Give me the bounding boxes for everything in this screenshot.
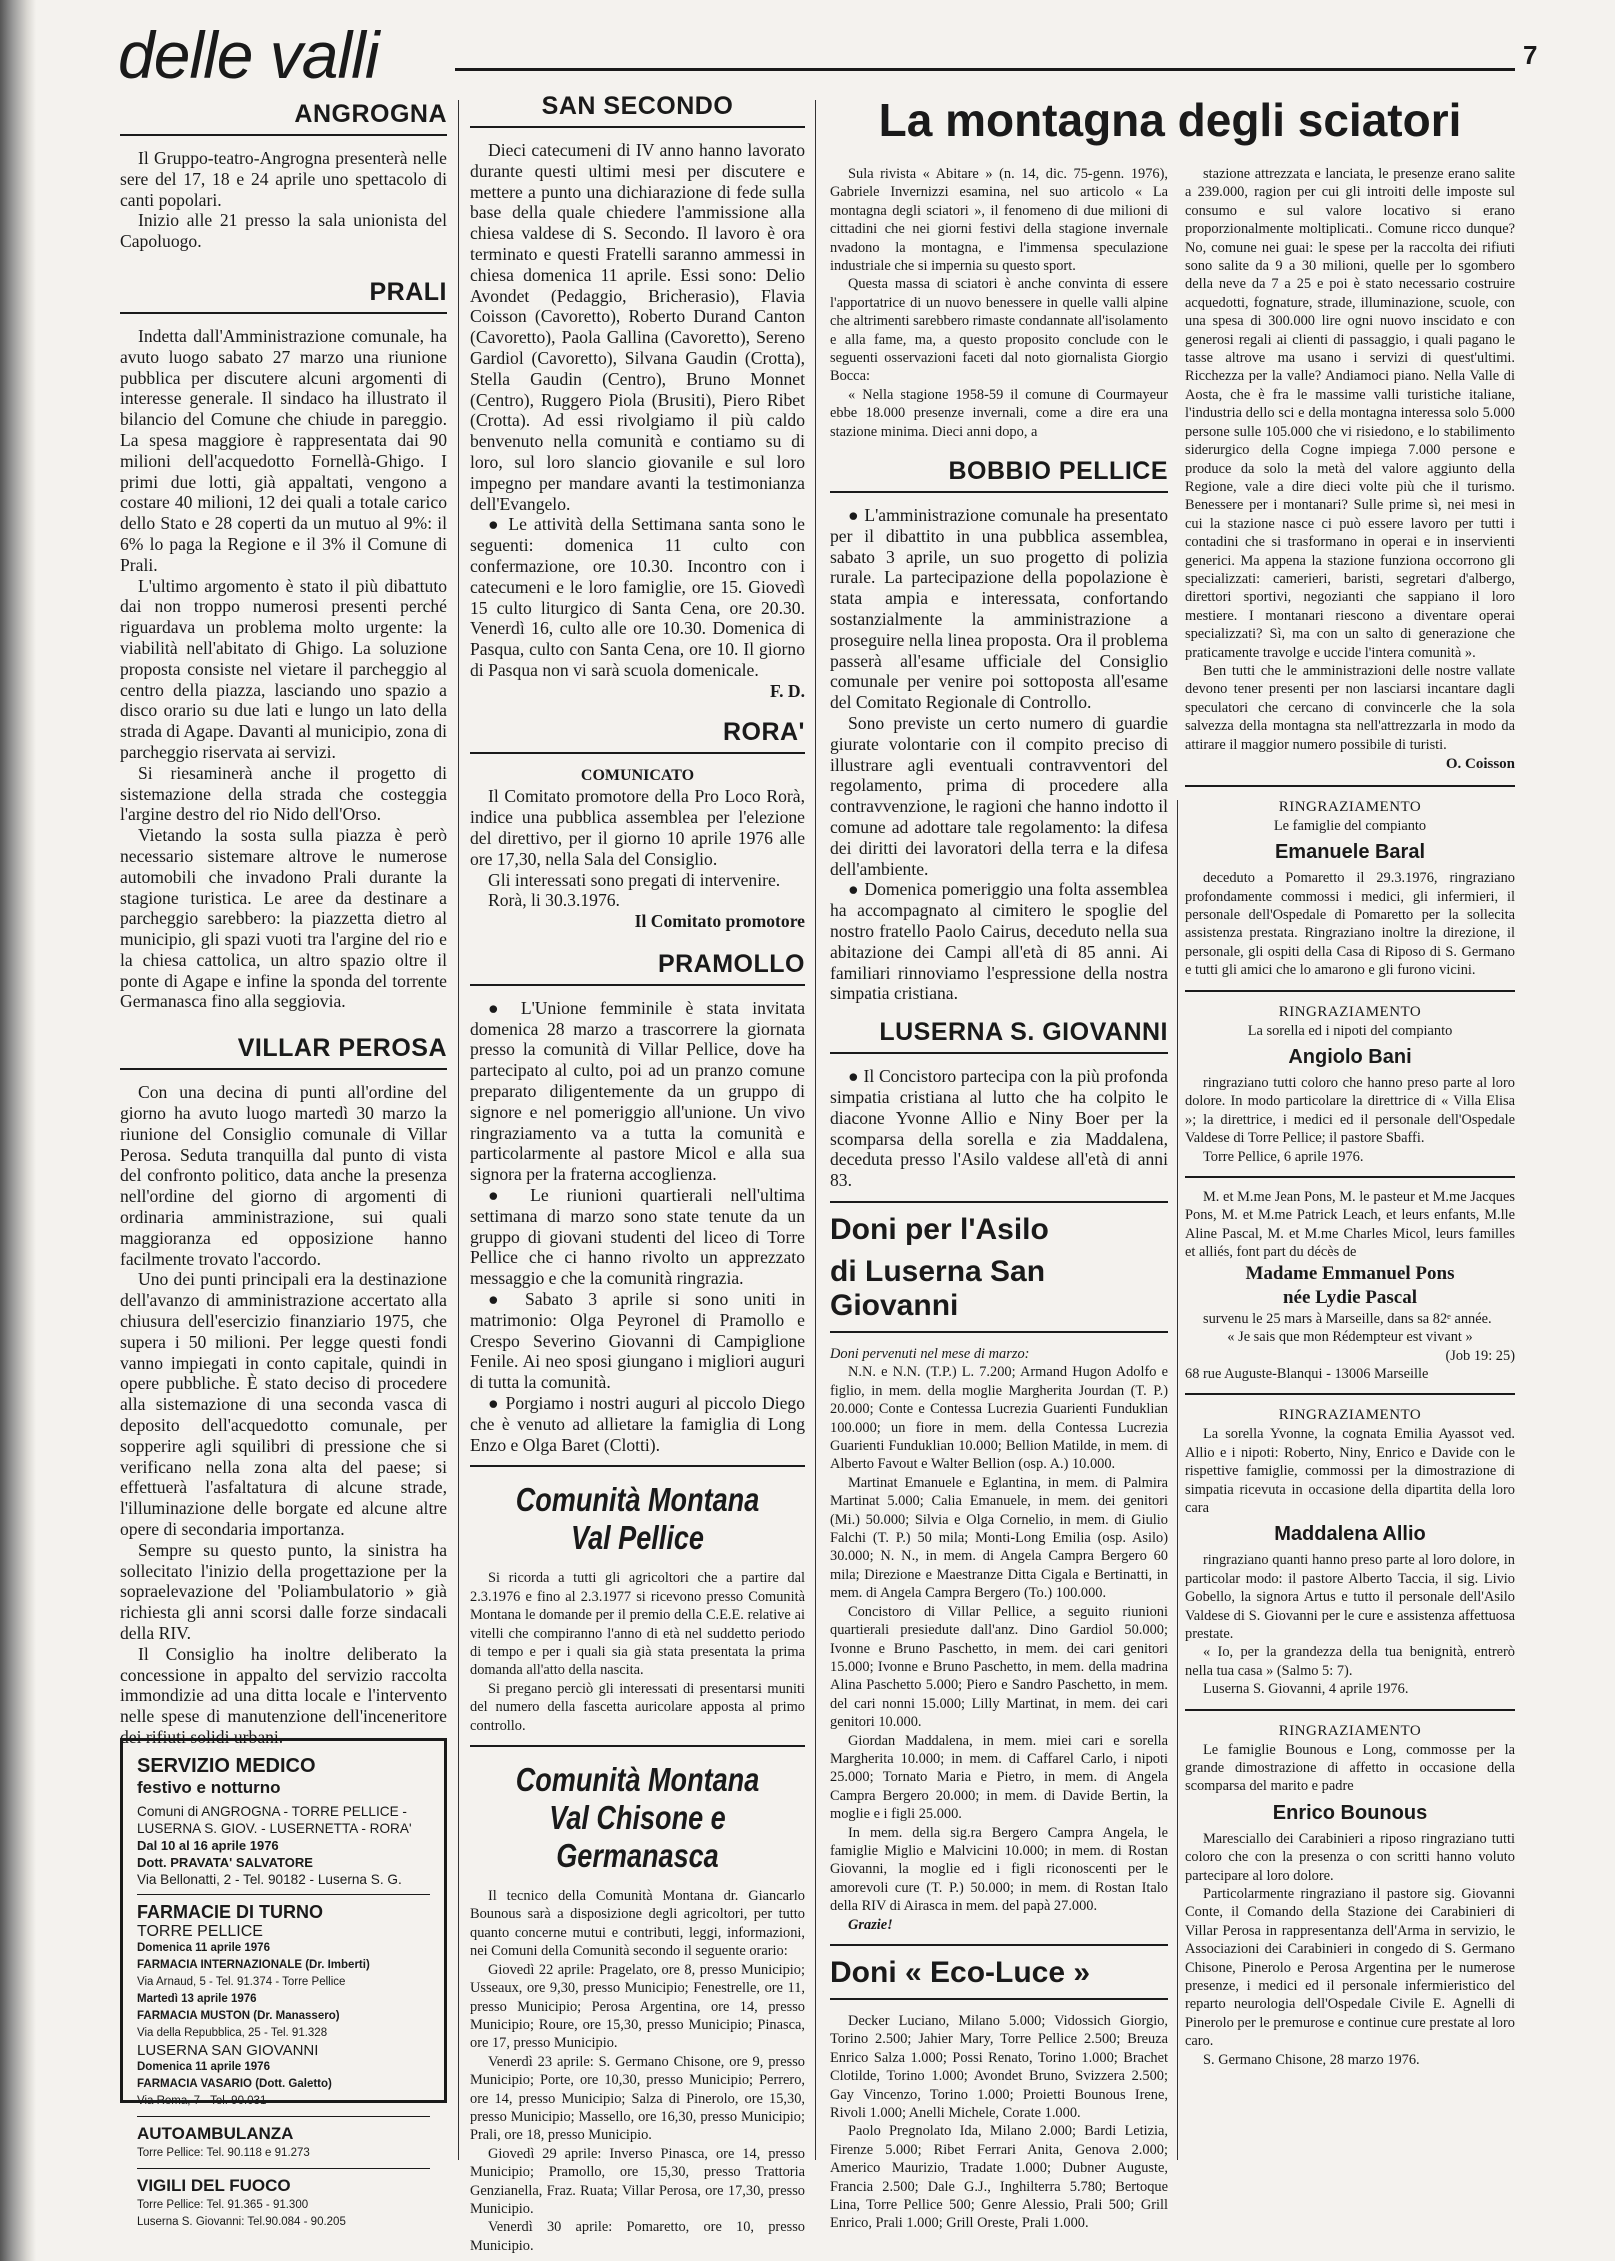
section-heading-villar-perosa: VILLAR PEROSA: [120, 1034, 447, 1070]
heading-doni-eco-luce: Doni « Eco-Luce »: [830, 1956, 1168, 2000]
box-line: Martedì 13 aprile 1976: [137, 1993, 257, 2005]
lead-headline: La montagna degli sciatori: [878, 94, 1462, 146]
box-line: Domenica 11 aprile 1976: [137, 1942, 270, 1954]
notice-text: ringraziano quanti hanno preso parte al loro dolore, in particolar modo: il pastore Alberto Taccia, il sig. Livio Gobello, la signora Artus e tutto il personale dell'Asilo Valdese di S. Giovanni per le cure e assistenza affettuosa prestate.: [1185, 1552, 1515, 1642]
heading-doni-asilo: Doni per l'Asilo: [830, 1213, 1049, 1246]
column-rule: [1177, 800, 1178, 2160]
notice-text: Maresciallo dei Carabinieri a riposo ringraziano tutti coloro che con la presenza o con scritti hanno voluto partecipare al loro dolore.: [1185, 1830, 1515, 1884]
notice-date: Torre Pellice, 6 aprile 1976.: [1203, 1148, 1364, 1165]
notice-title: RINGRAZIAMENTO: [1278, 1722, 1422, 1739]
column-rule: [815, 100, 816, 2160]
notice-name: Enrico Bounous: [1272, 1801, 1428, 1824]
notice-title: RINGRAZIAMENTO: [1278, 798, 1422, 815]
article-date: Rorà, li 30.3.1976.: [488, 890, 620, 911]
box-divider: [137, 1894, 430, 1895]
column-rule: [458, 100, 459, 2160]
notice-text: ringraziano tutti coloro che hanno preso parte al loro dolore. In modo particolare la direttrice di « Villa Elisa »; la direttrice, i medici ed il personale dell'Ospedale Valdese di Torre Pellice; il pastore Sbaffi.: [1185, 1075, 1515, 1147]
article-signature: Il Comitato promotore: [634, 911, 805, 932]
article-paragraph: ● Sabato 3 aprile si sono uniti in matrimonio: Olga Peyronel di Pramollo e Crespo Severino Giovanni di Campiglione Fenile. Ai neo sposi giungano i migliori auguri di tutta la comunità.: [470, 1289, 805, 1393]
article-paragraph: N.N. e N.N. (T.P.) L. 7.200; Armand Hugon Adolfo e figlio, in mem. della moglie Margherita Jourdan (T. P.) 20.000; Conte e Contessa Lucrezia Guarienti Funduklian 100.000; un fiore in mem. della Contessa Lucrezia Guarienti Funduklian 10.000; Bellion Matilde, in mem. di Alberto Favout e Walter Bellion (osp. A.) 10.000.: [830, 1364, 1168, 1473]
article-paragraph: Ben tutti che le amministrazioni delle nostre vallate devono tener presenti per non lasciarsi incantare dagli speculatori che cercano di convincerle che la sola salvezza della montagna sta nell'attrezzarla in modo da attirare il maggior numero possibile di turisti.: [1185, 662, 1515, 753]
article-paragraph: Vietando la sosta sulla piazza è però necessario sistemare altrove le numerose automobili che invadono Prali durante la stagione turistica. Le aree da destinare a parcheggio sarebbero: la piazzetta dietro al municipio, gli spazi vuoti tra l'argine del rio e la chiesa cattolica, un altro spazio oltre il ponte di Agape e infine la sponda del torrente Germanasca fino alla seggiovia.: [120, 825, 447, 1012]
heading-comunita-montana-val-chisone-2: Val Chisone e Germanasca: [549, 1799, 726, 1875]
notice-title: RINGRAZIAMENTO: [1278, 1003, 1422, 1020]
notice-date: Luserna S. Giovanni, 4 aprile 1976.: [1203, 1681, 1409, 1698]
article-paragraph: Giovedì 22 aprile: Pragelato, ore 8, presso Municipio; Usseaux, ore 9,30, presso Municipio; Fenestrelle, ore 11, presso Municipio; Perosa Argentina, ore 14, presso Municipio; Roure, ore 15,30, presso Municipio; Pinasca, ore 17, presso Municipio.: [470, 1961, 805, 2052]
notice-name: née Lydie Pascal: [1282, 1286, 1418, 1308]
section-divider: [1185, 785, 1515, 787]
box-line: FARMACIA VASARIO (Dott. Galetto): [137, 2078, 332, 2090]
masthead-rule: [455, 68, 1515, 71]
box-line: Via della Repubblica, 25 - Tel. 91.328: [137, 2027, 328, 2039]
article-paragraph: ● L'Unione femminile è stata invitata domenica 28 marzo a trascorrere la giornata presso la comunità di Villar Pellice, dove ha partecipato al culto, poi ad un pranzo comune preparato diligentemente da un gruppo di signore e nel pomeriggio all'unione. Un vivo ringraziamento va a tutta la comunità e particolarmente al pastore Micol e alla sua signora per la fraterna accoglienza.: [470, 997, 805, 1185]
article-paragraph: Il Comitato promotore della Pro Loco Rorà, indice una pubblica assemblea per l'elezione del direttivo, per il giorno 10 aprile 1976 alle ore 17,30, nella Sala del Consiglio.: [470, 786, 805, 869]
section-divider: [1185, 1176, 1515, 1178]
notice-name: Maddalena Allio: [1274, 1523, 1426, 1546]
section-heading-bobbio-pellice: BOBBIO PELLICE: [830, 457, 1168, 493]
article-paragraph: ● Le attività della Settimana santa sono le seguenti: domenica 11 culto con confermazione, ore 10.30. Incontro con i catecumeni e le loro famiglie, ore 15. Giovedì 15 culto liturgico di Santa Cena, ore 20.30. Venerdì 16, culto alle ore 10.30. Domenica di Pasqua, culto con Santa Cena, ore 10. Il giorno di Pasqua non vi sarà scuola domenicale.: [470, 514, 805, 680]
notice-title: RINGRAZIAMENTO: [1278, 1407, 1422, 1424]
article-paragraph: Venerdì 23 aprile: S. Germano Chisone, ore 9, presso Municipio; Porte, ore 10,30, presso Municipio; Perrero, ore 14, presso Municipio; Salza di Pinerolo, ore 15,30, presso Municipio; Massello, ore 16,30, presso Municipio; Prali, ore 18, presso Municipio.: [470, 2053, 805, 2144]
article-paragraph: Dieci catecumeni di IV anno hanno lavorato durante questi ultimi mesi per discutere e mettere a punto una dichiarazione di fede sulla base della quale chiedere l'ammissione alla chiesa valdese di S. Secondo. Il lavoro è ora terminato e questi Fratelli saranno ammessi in chiesa domenica 11 aprile. Essi sono: Delio Avondet (Pedaggio, Bricherasio), Flavia Coisson (Cavoretto), Roberto Durand Canton (Cavoretto), Paola Gallina (Cavoretto), Sereno Gardiol (Cavoretto), Silvana Gaudin (Crotta), Stella Gaudin (Centro), Bruno Monnet (Centro), Ruggero Piola (Brusiti), Piero Ribet (Crotta). Ad essi rivolgiamo il più caldo benvenuto nella comunità e contiamo su di loro, sul loro slancio giovanile e sul loro impegno per mandare avanti la testimonianza dell'Evangelo.: [470, 140, 805, 514]
notice-name: Emanuele Baral: [1274, 841, 1426, 864]
article-paragraph: stazione attrezzata e lanciata, le presenze erano salite a 239.000, ragion per cui gli introiti delle imposte sul consumo e sul valore locativo si erano proporzionalmente moltiplicati.. Comune ricco dunque? No, comune nei guai: le spese per la raccolta dei rifiuti sono salite da 9 a 30 milioni, quelle per lo sgombero della neve da 7 a 25 e poi è stato necessario costruire acquedotti, fognature, strade, illuminazione, scuole, con una spesa di 300.000 lire ogni nuovo inscidato e con generosi regali ai clienti di passaggio, i quali pagano le tasse altrove ma usano i servizi di quest'ultimi. Ricchezza per la valle? Andiamoci piano. Nella Valle di Aosta, che è fra le massime valli turistiche italiane, l'industria dello sci e della montagna interessa solo 5.000 persone sulle 105.000 che vi risiedono, e lo stabilimento siderurgico della Cogne impiega 7.000 persone e produce da solo la metà del valore aggiunto della Regione, vale a dire dieci volte più che il turismo. Benessere per i montanari? Sulle prime sì, nei mesi in cui la stazione nasce ci può essere lavoro per tutti i contadini che si trasformano in operai e in inservienti generici. Ma appena la stazione funziona occorrono gli specializzati: camerieri, baristi, segretari d'albergo, direttori sportivi, negozianti che sappiano il loro mestiere. I montanari riescono a diventare operai specializzati? Sì, ma con un salto di generazione che praticamente travolge e uccide l'intera comunità ».: [1185, 166, 1515, 661]
article-paragraph: « Nella stagione 1958-59 il comune di Courmayeur ebbe 18.000 presenze invernali, come a dire era una stazione minima. Dieci anni dopo, a: [830, 386, 1168, 440]
notice-verse-ref: (Job 19: 25): [1445, 1347, 1515, 1364]
article-paragraph: Con una decina di punti all'ordine del giorno ha avuto luogo martedì 30 marzo la riunione del Consiglio comunale di Villar Perosa. Seduta tranquilla dal punto di vista del confronto politico, data anche la presenza nell'ordine del giorno di argomenti di ordinaria amministrazione, sui quali maggioranza ed opposizione hanno facilmente trovato l'accordo.: [120, 1082, 447, 1269]
heading-comunita-montana-val-chisone: Comunità Montana: [515, 1761, 760, 1799]
box-line: Torre Pellice: Tel. 90.118 e 91.273: [137, 2147, 310, 2159]
article-paragraph: ● Domenica pomeriggio una folta assemblea ha accompagnato al cimitero le spoglie del nostro fratello Paolo Cairus, deceduto nella sua abitazione dei Campi all'età di 85 anni. Ai familiari rinnoviamo l'espressione della nostra simpatia cristiana.: [830, 879, 1168, 1004]
box-line: LUSERNA S. GIOV. - LUSERNETTA - RORA': [137, 1821, 412, 1836]
box-line: Domenica 11 aprile 1976: [137, 2061, 270, 2073]
box-line: LUSERNA SAN GIOVANNI: [137, 2042, 319, 2059]
box-divider: [137, 2168, 430, 2169]
notice-name: Angiolo Bani: [1288, 1046, 1412, 1069]
article-subheading: COMUNICATO: [580, 766, 695, 784]
column-2: [470, 92, 805, 2255]
heading-comunita-montana-val-pellice: Comunità Montana: [515, 1481, 760, 1519]
masthead-title: delle valli: [118, 18, 379, 92]
article-intro: Doni pervenuti nel mese di marzo:: [830, 1346, 1030, 1362]
section-heading-angrogna: ANGROGNA: [120, 100, 447, 136]
article-paragraph: ● Il Concistoro partecipa con la più profonda simpatia cristiana al lutto che ha colpito le diacone Yvonne Allio e Niny Boer per la scomparsa della sorella e zia Maddalena, deceduta presso l'Asilo valdese all'età di anni 83.: [830, 1066, 1168, 1191]
box-line: Dal 10 al 16 aprile 1976: [137, 1838, 279, 1853]
column-4: [1185, 165, 1515, 2069]
article-paragraph: ● L'amministrazione comunale ha presentato per il dibattito in una pubblica assemblea, sabato 3 aprile, un suo progetto di polizia rurale. La partecipazione della popolazione è stata ampia e interessata, confortando sostanzialmente la amministrazione a proseguire nella linea proposta. Ora il problema passerà all'esame ufficiale del Consiglio comunale per venire poi sottoposta all'esame del Comitato Regionale di Controllo.: [830, 505, 1168, 713]
article-paragraph: Si pregano perciò gli interessati di presentarsi muniti del numero della fascetta auricolare apposta al primo controllo.: [470, 1680, 805, 1734]
article-paragraph: ● Porgiamo i nostri auguri al piccolo Diego che è venuto ad allietare la famiglia di Long Enzo e Olga Baret (Clotti).: [470, 1393, 805, 1455]
article-paragraph: Giordan Maddalena, in mem. miei cari e sorella Margherita 10.000; in mem. di Caffarel Carlo, i nipoti 25.000; Tornato Maria e Pietro, in mem. di Angela Campra Bergero 20.000; in mem. di Davide Bertin, la moglie e i figli 25.000.: [830, 1732, 1168, 1823]
article-paragraph: Il Consiglio ha inoltre deliberato la concessione in appalto del servizio raccolta immondizie ad una ditta locale e l'intervento nelle spese di manutenzione dell'inceneritore dei rifiuti solidi urbani.: [120, 1643, 447, 1747]
section-heading-san-secondo: SAN SECONDO: [470, 92, 805, 128]
notice-intro: Le famiglie Bounous e Long, commosse per la grande dimostrazione di affetto in occasione della scomparsa del marito e padre: [1185, 1741, 1515, 1795]
article-paragraph: Il tecnico della Comunità Montana dr. Giancarlo Bounous sarà a disposizione degli agricoltori, per tutto quanto concerne mutui e contributi, leggi, informazioni, nei Comuni della Comunità secondo il seguente orario:: [470, 1888, 805, 1960]
services-box: [120, 1738, 447, 2228]
article-paragraph: L'ultimo argomento è stato il più dibattuto dai non troppo numerosi presenti perché riguardava un problema molto urgente: la viabilità nell'abitato di Ghigo. La soluzione proposta consiste nel vietare il parcheggio al centro della piazza, lasciando uno spazio a disco orario su due lati e lungo un lato della strada di Agape. Davanti al municipio, zona di parcheggio riservata ai servizi.: [120, 575, 447, 762]
article-signature: O. Coisson: [1445, 756, 1515, 772]
section-heading-pramollo: PRAMOLLO: [470, 950, 805, 986]
article-paragraph: Sono previste un certo numero di guardie giurate volontarie con il compito preciso di illustrare agli eventuali contravventori del regolamento, prima di procedere alla contravvenzione, le ragioni che hanno indotto il comune ad adottare tale regolamento: la difesa dei diritti dei lavoratori della terra e la difesa dell'ambiente.: [830, 713, 1168, 879]
article-paragraph: In mem. della sig.ra Bergero Campra Angela, le famiglie Miglio e Malvicini 10.000; in mem. di Rostan Giovanni, la moglie ed i figli riconoscenti per le amorevoli cure (T. P.) 50.000; in mem. di Rostan Italo della RIV di Airasca in mem. del papà 27.000.: [830, 1824, 1168, 1915]
box-title: VIGILI DEL FUOCO: [137, 2176, 291, 2195]
box-line: TORRE PELLICE: [137, 1923, 263, 1940]
notice-name: Madame Emmanuel Pons: [1245, 1262, 1455, 1284]
notice-intro: La sorella ed i nipoti del compianto: [1247, 1022, 1453, 1039]
article-paragraph: ● Le riunioni quartierali nell'ultima settimana di marzo sono state tenute da un gruppo di giovani studenti del liceo di Torre Pellice che ci hanno rivolto un apprezzato messaggio e che la comunità ringrazia.: [470, 1185, 805, 1289]
article-paragraph: Il Gruppo-teatro-Angrogna presenterà nelle sere del 17, 18 e 24 aprile uno spettacolo di canti popolari.: [120, 148, 447, 210]
article-paragraph: Sula rivista « Abitare » (n. 14, dic. 75-genn. 1976), Gabriele Invernizzi esamina, nel suo articolo « La montagna degli sciatori », il fenomeno di due milioni di cittadini che nei giorni festivi della stagione invernale nvadono la montagna, e l'immensa speculazione industriale che si impernia su questo sport.: [830, 166, 1168, 275]
box-line: Comuni di ANGROGNA - TORRE PELLICE -: [137, 1804, 407, 1819]
article-paragraph: Paolo Pregnolato Ida, Milano 2.000; Bardi Letizia, Firenze 5.000; Ribet Ferrari Anita, Genova 2.000; Americo Maurizio, Tradate 1.000; Dubner Auguste, Francia 2.500; Dale G.J., Inghilterra 5.780; Bertoque Lina, Torre Pellice 500; Genre Alessio, Prali 500; Grill Enrico, Prali 1.000; Grill Oreste, Prali 1.000.: [830, 2123, 1168, 2232]
section-heading-rora: RORA': [470, 718, 805, 754]
article-paragraph: Si ricorda a tutti gli agricoltori che a partire dal 2.3.1976 e fino al 2.3.1977 si ricevono presso Comunità Montana le domande per il premio della C.E.E. relative ai vitelli che compiranno l'anno di età nel suddetto periodo di tempo e per i quali sia già stata presentata la prima domanda all'atto della nascita.: [470, 1570, 805, 1679]
column-1: [120, 100, 447, 1748]
section-divider: [1185, 990, 1515, 992]
notice-intro: Le famiglie del compianto: [1273, 817, 1427, 834]
article-thanks: Grazie!: [848, 1916, 893, 1933]
notice-verse: « Io, per la grandezza della tua benignità, entrerò nella tua casa » (Salmo 5: 7).: [1185, 1644, 1515, 1679]
notice-verse: « Je sais que mon Rédempteur est vivant »: [1227, 1329, 1473, 1346]
article-paragraph: Si riesaminerà anche il progetto di sistemazione della strada che costeggia l'argine destro del rio Nido dell'Orso.: [120, 762, 447, 825]
section-divider: [830, 1201, 1168, 1203]
notice-text: Particolarmente ringraziano il pastore sig. Giovanni Conte, il Comando della Stazione dei Carabinieri di Villar Perosa in rappresentanza dell'Arma in servizio, le Associazioni dei Carabinieri in congedo di S. Germano Chisone, Pinerolo e Perosa Argentina per le numerose presenze, i medici ed il personale infermieristico del reparto neurologia dell'Ospedale Civile E. Agnelli di Pinerolo per le premurose e continue cure prestate al loro caro.: [1185, 1886, 1515, 2050]
heading-comunita-montana-val-pellice-2: Val Pellice: [571, 1519, 704, 1557]
article-paragraph: Concistoro di Villar Pellice, a seguito riunioni quartierali presiedute dall'anz. Dino Gardiol 50.000; Ivonne e Bruno Paschetto, in mem. dei cari genitori 15.000; Ivonne e Bruno Paschetto, in mem. della madrina Alina Paschetto 5.000; Piero e Sandro Paschetto, in mem. del cari nonni 15.000; Lilly Martinat, in mem. dei cari genitori 10.000.: [830, 1603, 1168, 1731]
article-paragraph: Questa massa di sciatori è anche convinta di essere l'apportatrice di un nuovo benessere in quelle valli alpine che altrimenti sarebbero rimaste condannate all'isolamento e alla fame, ma, a questo proposito conclude con le seguenti osservazioni faceti dal noto giornalista Giorgio Bocca:: [830, 276, 1168, 385]
section-heading-prali: PRALI: [120, 278, 447, 314]
section-divider: [470, 1745, 805, 1747]
page-number: 7: [1523, 40, 1538, 70]
box-divider: [137, 2116, 430, 2117]
article-paragraph: Martinat Emanuele e Eglantina, in mem. di Palmira Martinat 5.000; Calia Emanuele, in mem. dei genitori (Mi.) 50.000; Silvia e Olga Cornelio, in mem. di Giulio Falchi (T. P.) 50 mila; Monti-Long Emilia (osp. Asilo) 30.000; N. N., in mem. di Angela Campra Bergero 60 mila; Direzione e Maestranze Ditta Cigala e Bertinatti, in mem. di Angela Campra Bergero (To.) 100.000.: [830, 1474, 1168, 1602]
section-heading-luserna: LUSERNA S. GIOVANNI: [830, 1018, 1168, 1054]
section-divider: [1185, 1709, 1515, 1711]
box-title: AUTOAMBULANZA: [137, 2124, 294, 2143]
notice-text: survenu le 25 mars à Marseille, dans sa 82ᵉ année.: [1203, 1310, 1492, 1327]
box-line: Via Roma, 7 - Tel. 90.031: [137, 2095, 267, 2107]
article-paragraph: Sempre su questo punto, la sinistra ha sollecitato l'inizio della progettazione per la sopraelevazione del 'Poliambulatorio » già richiesta gli anni scorsi dalle forze sindacali della RIV.: [120, 1539, 447, 1643]
section-divider: [830, 1944, 1168, 1946]
box-line: FARMACIA MUSTON (Dr. Manassero): [137, 2010, 340, 2022]
box-title: FARMACIE DI TURNO: [137, 1902, 323, 1922]
article-paragraph: Venerdì 30 aprile: Pomaretto, ore 10, presso Municipio.: [470, 2219, 805, 2254]
box-subtitle: festivo e notturno: [137, 1778, 281, 1797]
box-line: Luserna S. Giovanni: Tel.90.084 - 90.205: [137, 2216, 346, 2228]
notice-text: M. et M.me Jean Pons, M. le pasteur et M.me Jacques Pons, M. et M.me Patrick Leach, et leurs enfants, M.lle Aline Pascal, M. et M.me Charles Micol, leurs familles et alliés, font part du décès de: [1185, 1189, 1515, 1261]
notice-intro: La sorella Yvonne, la cognata Emilia Ayassot ved. Allio e i nipoti: Roberto, Niny, Enrico e Davide con le rispettive famiglie, commossi per la dimostrazione di simpatia ricevuta in occasione della dipartita della loro cara: [1185, 1426, 1515, 1516]
section-divider: [1185, 1393, 1515, 1395]
box-line: Dott. PRAVATA' SALVATORE: [137, 1855, 313, 1870]
article-paragraph: Uno dei punti principali era la destinazione dell'avanzo di amministrazione accertato alla chiusura dell'esercizio finanziario 1975, che supera i 50 milioni. Per legge questi fondi vanno impiegati in conto capitale, quindi in opere pubbliche. È stato deciso di procedere alla sistemazione di una seconda vasca di deposito dell'acquedotto comunale, per sopperire agli squilibri di pressione che si verificano nella zona alta del paese; si effettuerà l'asfaltatura di alcune strade, l'illuminazione delle borgate ed alcune altre opere di secondaria importanza.: [120, 1269, 447, 1540]
lead-headline-wrap: [825, 86, 1515, 164]
box-line: Via Arnaud, 5 - Tel. 91.374 - Torre Pellice: [137, 1976, 346, 1988]
box-line: Torre Pellice: Tel. 91.365 - 91.300: [137, 2199, 309, 2211]
article-paragraph: Gli interessati sono pregati di intervenire.: [488, 869, 781, 890]
box-title: SERVIZIO MEDICO: [137, 1755, 316, 1777]
article-paragraph: Decker Luciano, Milano 5.000; Vidossich Giorgio, Torino 2.500; Jahier Mary, Torre Pellice 2.500; Breuza Enrico Salza 1.000; Possi Renato, Torino 1.000; Brachet Clotilde, Torino 1.000; Avondet Bruno, Svizzera 2.500; Gay Vincenzo, Torino 1.000; Proietti Bounous Irene, Rivoli 1.000; Anelli Michele, Corate 1.000.: [830, 2013, 1168, 2122]
heading-doni-asilo-2: di Luserna San Giovanni: [830, 1255, 1168, 1333]
article-paragraph: Inizio alle 21 presso la sala unionista del Capoluogo.: [120, 210, 447, 252]
article-paragraph: Giovedì 29 aprile: Inverso Pinasca, ore 14, presso Municipio; Pramollo, ore 15,30, presso Trattoria Genzianella, Fraz. Ruata; Villar Perosa, ore 17,30, presso Municipio.: [470, 2145, 805, 2217]
column-3: [830, 165, 1168, 2233]
box-line: Via Bellonatti, 2 - Tel. 90182 - Luserna S. G.: [137, 1872, 402, 1887]
article-signature: F. D.: [769, 680, 805, 701]
notice-text: deceduto a Pomaretto il 29.3.1976, ringraziano profondamente commossi i medici, gli infermieri, il personale dell'Ospedale di Pomaretto per la sollecita assistenza prestata. Ringraziano inoltre la direzione, il personale, gli ospiti della Casa di Riposo di S. Germano e tutti gli amici che lo amarono e gli furono vicini.: [1185, 870, 1515, 979]
section-divider: [470, 1465, 805, 1467]
page-binding-shadow: [0, 0, 36, 2261]
notice-address: 68 rue Auguste-Blanqui - 13006 Marseille: [1185, 1365, 1429, 1382]
box-line: FARMACIA INTERNAZIONALE (Dr. Imberti): [137, 1959, 370, 1971]
notice-date: S. Germano Chisone, 28 marzo 1976.: [1203, 2051, 1420, 2068]
article-paragraph: Indetta dall'Amministrazione comunale, ha avuto luogo sabato 27 marzo una riunione pubblica per discutere alcuni argomenti di interesse generale. Il sindaco ha illustrato il bilancio del Comune che chiude in pareggio. La spesa maggiore è rappresentata dai 90 milioni dell'acquedotto Fornellà-Ghigo. I primi due lotti, già appaltati, vengono a costare 40 milioni, 12 dei quali a totale carico dello Stato e 28 coperti da un mutuo al 9%: il 6% lo paga la Regione e il 3% il Comune di Prali.: [120, 325, 447, 575]
